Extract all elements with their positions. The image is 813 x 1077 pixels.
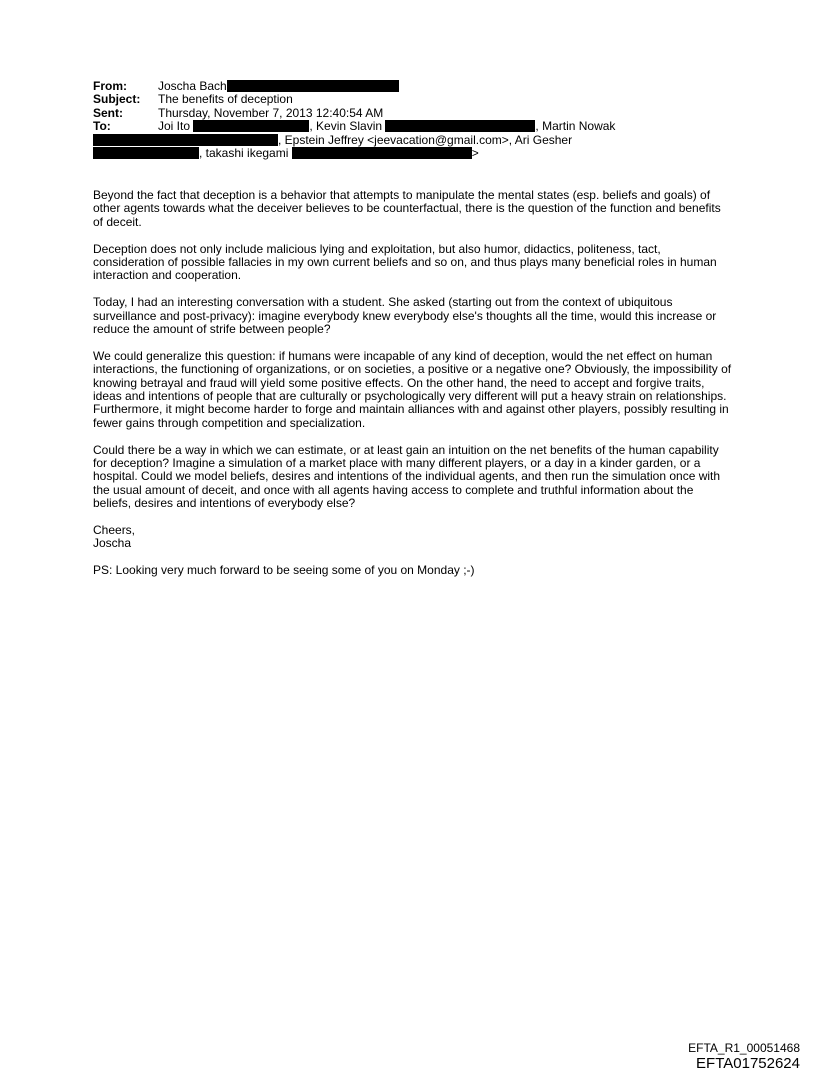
closing: Cheers, xyxy=(93,523,136,538)
from-value xyxy=(158,80,399,93)
to-value-line1 xyxy=(158,120,615,133)
signature: Joscha xyxy=(93,536,132,551)
from-label: From: xyxy=(93,79,127,93)
body-paragraph-3: Today, I had an interesting conversation with a student. She asked (starting out from the context of ubiquitous surveillance and post-privacy): imagine everybody knew everybody else's thoughts all the time, would this increase or reduce the amount of strife between people? xyxy=(93,295,717,337)
from-name: Joscha Bach xyxy=(158,79,227,93)
sent-value: Thursday, November 7, 2013 12:40:54 AM xyxy=(158,105,384,120)
closing-block xyxy=(93,524,733,551)
recipient-martin-nowak: , Martin Nowak xyxy=(535,119,616,134)
redaction-bar xyxy=(385,120,535,132)
postscript: PS: Looking very much forward to be seeing some of you on Monday ;-) xyxy=(93,563,475,578)
recipient-joi-ito: Joi Ito xyxy=(158,119,191,134)
to-label: To: xyxy=(93,119,111,134)
document-id-2: EFTA01752624 xyxy=(696,1055,800,1072)
body-paragraph-4: We could generalize this question: if humans were incapable of any kind of deception, would the net effect on human interactions, the functioning of organizations, or on societies, a positive or a negative one? Obviously, the impossibility of knowing betrayal and fraud will yield some positive effects. On the other hand, the need to accept and forgive traits, ideas and intentions of people that are culturally or psychologically very different will put a heavy strain on relationships. Furthermore, it might become harder to forge and maintain alliances with and against other players, possibly resulting in fewer gains through competition and specialization. xyxy=(93,348,732,430)
redaction-bar xyxy=(93,147,199,159)
subject-value: The benefits of deception xyxy=(158,92,293,107)
body-paragraph-1: Beyond the fact that deception is a behavior that attempts to manipulate the mental states (esp. beliefs and goals) of other agents towards what the deceiver believes to be counterfactual, there is the question of the function and benefits of deceit. xyxy=(93,188,721,229)
recipient-takashi-ikegami: , takashi ikegami xyxy=(199,145,289,160)
recipient-end: > xyxy=(471,145,479,160)
email-body xyxy=(93,189,733,591)
redaction-bar xyxy=(227,80,399,92)
document-id-1: EFTA_R1_00051468 xyxy=(688,1041,800,1055)
sent-label: Sent: xyxy=(93,105,123,120)
recipient-epstein-ari-gesher: , Epstein Jeffrey <jeevacation@gmail.com>, Ari Gesher xyxy=(278,132,573,147)
subject-label: Subject: xyxy=(93,92,141,107)
to-value-line2 xyxy=(93,134,572,147)
redaction-bar xyxy=(193,120,309,132)
to-value-line3 xyxy=(93,147,479,160)
body-paragraph-5: Could there be a way in which we can estimate, or at least gain an intuition on the net benefits of the human capability for deception? Imagine a simulation of a market place with many different players, or a day in a kinder garden, or a hospital. Could we model beliefs, desires and intentions of the individual agents, and then run the simulation once with the usual amount of deceit, and once with all agents having access to complete and truthful information about the beliefs, desires and intentions of everybody else? xyxy=(93,442,721,511)
redaction-bar xyxy=(292,147,472,159)
redaction-bar xyxy=(93,134,278,146)
recipient-kevin-slavin: , Kevin Slavin xyxy=(309,119,383,134)
body-paragraph-2: Deception does not only include malicious lying and exploitation, but also humor, didactics, politeness, tact, consideration of possible fallacies in my own current beliefs and so on, and thus plays many beneficial roles in human interaction and cooperation. xyxy=(93,241,717,283)
